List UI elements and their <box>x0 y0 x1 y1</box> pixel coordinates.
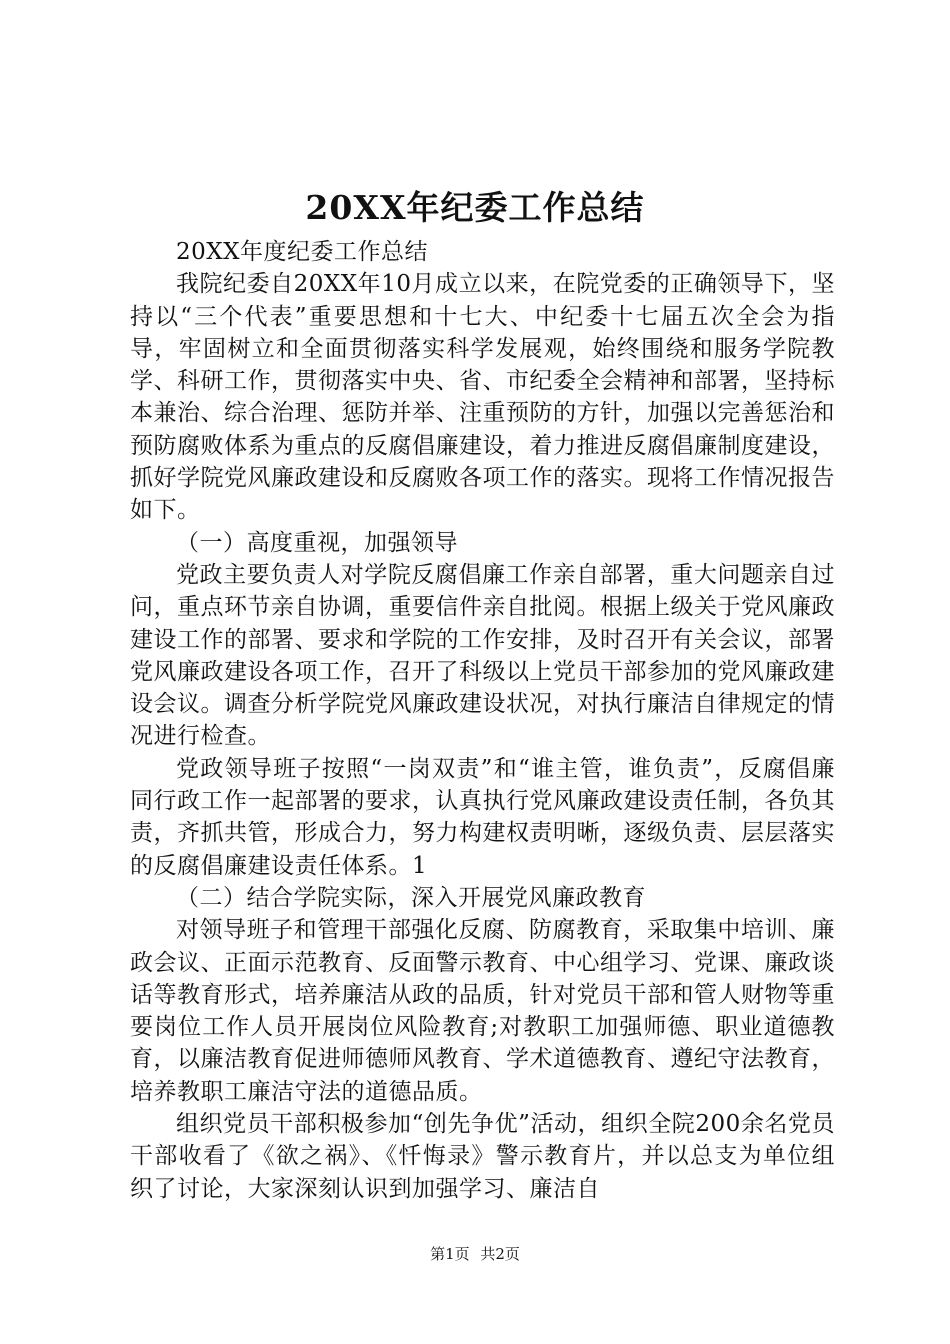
page-footer <box>0 1244 950 1264</box>
section-heading-2: （二）结合学院实际，深入开展党风廉政教育 <box>176 884 646 911</box>
body-paragraph: 党政领导班子按照“一岗双责”和“谁主管，谁负责”，反腐倡廉同行政工作一起部署的要求，认真执行党风廉政建设责任制，各负其责，齐抓共管，形成合力，努力构建权责明晰，逐级负责、层层落实的反腐倡廉建设责任体系。1 <box>130 755 835 879</box>
intro-paragraph: 我院纪委自20XX年10月成立以来，在院党委的正确领导下，坚持以“三个代表”重要思想和十七大、中纪委十七届五次全会为指导，牢固树立和全面贯彻落实科学发展观，始终围绕和服务学院教学、科研工作，贯彻落实中央、省、市纪委全会精神和部署，坚持标本兼治、综合治理、惩防并举、注重预防的方针，加强以完善惩治和预防腐败体系为重点的反腐倡廉建设，着力推进反腐倡廉制度建设，抓好学院党风廉政建设和反腐败各项工作的落实。现将工作情况报告如下。 <box>130 271 835 524</box>
body-paragraph: 对领导班子和管理干部强化反腐、防腐教育，采取集中培训、廉政会议、正面示范教育、反面警示教育、中心组学习、党课、廉政谈话等教育形式，培养廉洁从政的品质，针对党员干部和管人财物等重要岗位工作人员开展岗位风险教育;对教职工加强师德、职业道德教育，以廉洁教育促进师德师风教育、学术道德教育、遵纪守法教育，培养教职工廉洁守法的道德品质。 <box>130 917 835 1105</box>
body-paragraph: 组织党员干部积极参加“创先争优”活动，组织全院200余名党员干部收看了《欲之祸》、《忏悔录》警示教育片，并以总支为单位组织了讨论，大家深刻认识到加强学习、廉洁自 <box>130 1111 835 1202</box>
page-number: 第1页 <box>430 1245 470 1263</box>
body-paragraph: 党政主要负责人对学院反腐倡廉工作亲自部署，重大问题亲自过问，重点环节亲自协调，重要信件亲自批阅。根据上级关于党风廉政建设工作的部署、要求和学院的工作安排，及时召开有关会议，部署党风廉政建设各项工作，召开了科级以上党员干部参加的党风廉政建设会议。调查分析学院党风廉政建设状况，对执行廉洁自律规定的情况进行检查。 <box>130 561 835 750</box>
document-title: 20XX年纪委工作总结 <box>305 188 645 227</box>
section-heading-1: （一）高度重视，加强领导 <box>176 529 458 556</box>
page-total: 共2页 <box>480 1245 520 1263</box>
subtitle-paragraph: 20XX年度纪委工作总结 <box>176 239 429 265</box>
document-body <box>130 236 835 1205</box>
